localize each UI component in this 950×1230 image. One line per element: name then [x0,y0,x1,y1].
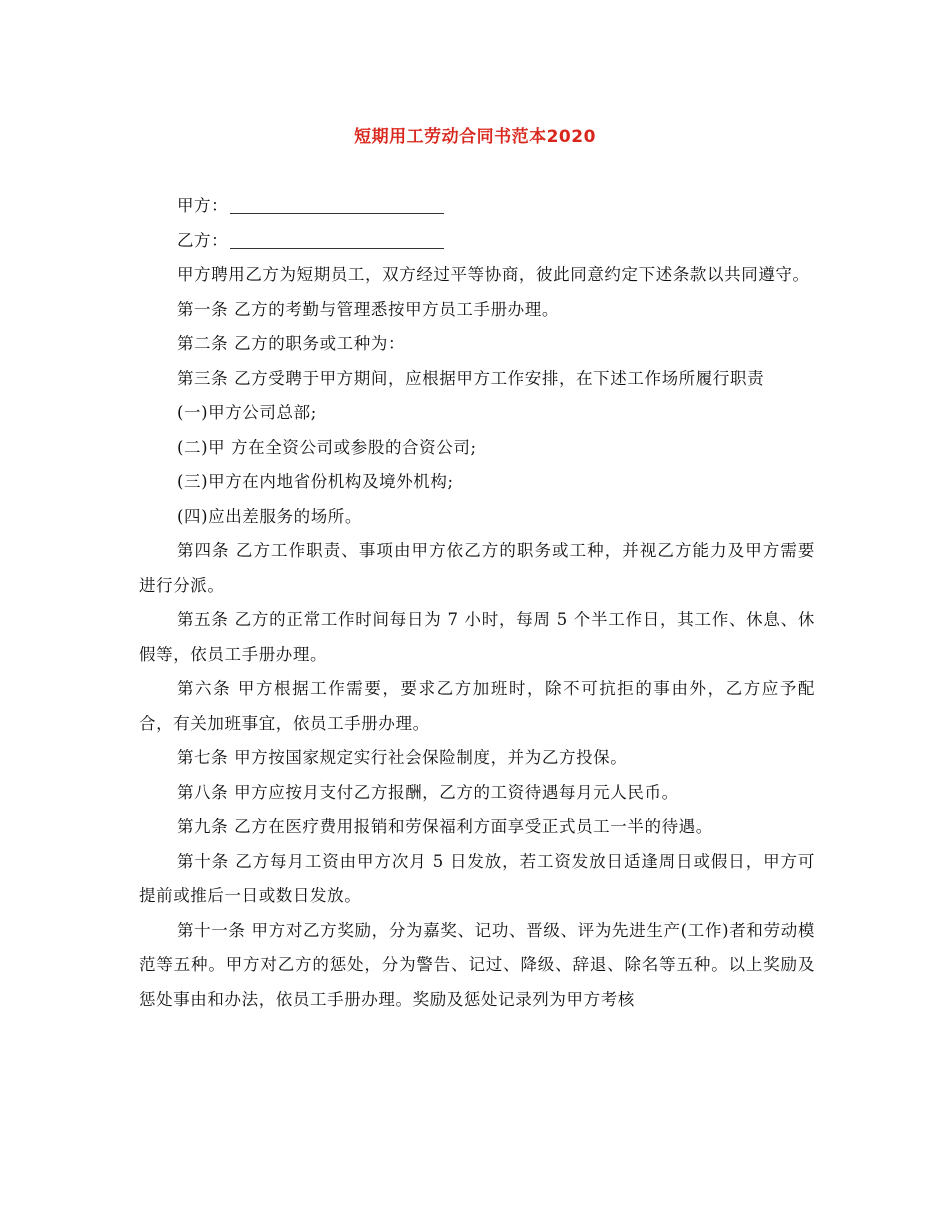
party-a-label: 甲方： [176,196,229,215]
paragraph: 第十条 乙方每月工资由甲方次月 5 日发放，若工资发放日适逢周日或假日，甲方可提前或推后一日或数日发放。 [139,851,815,905]
paragraph: 第六条 甲方根据工作需要，要求乙方加班时，除不可抗拒的事由外，乙方应予配合，有关加班事宜，依员工手册办理。 [139,679,815,733]
paragraph: 甲方聘用乙方为短期员工，双方经过平等协商，彼此同意约定下述条款以共同遵守。 [176,265,810,284]
party-b-line [139,224,815,259]
document-title: 短期用工劳动合同书范本2020 [354,127,596,147]
party-b-blank [230,228,444,249]
paragraph: (三)甲方在内地省份机构及境外机构; [176,472,454,491]
party-b-label: 乙方： [176,230,229,250]
paragraph: (四)应出差服务的场所。 [176,506,363,526]
document-body [139,189,815,1017]
paragraph: (一)甲方公司总部; [176,403,317,422]
paragraph: 第八条 甲方应按月支付乙方报酬，乙方的工资待遇每月元人民币。 [176,782,679,802]
paragraph: 第五条 乙方的正常工作时间每日为 7 小时，每周 5 个半工作日，其工作、休息、休假等，依员工手册办理。 [139,610,815,664]
paragraph: 第九条 乙方在医疗费用报销和劳保福利方面享受正式员工一半的待遇。 [176,817,713,836]
paragraph: 第四条 乙方工作职责、事项由甲方依乙方的职务或工种，并视乙方能力及甲方需要进行分派。 [139,541,815,595]
paragraph: 第一条 乙方的考勤与管理悉按甲方员工手册办理。 [176,299,559,319]
paragraph: 第七条 甲方按国家规定实行社会保险制度，并为乙方投保。 [176,748,628,767]
party-a-blank [230,193,444,214]
paragraph: 第三条 乙方受聘于甲方期间，应根据甲方工作安排，在下述工作场所履行职责 [176,368,765,388]
paragraph: (二)甲 方在全资公司或参股的合资公司; [176,437,477,457]
party-a-line [139,189,815,224]
paragraph: 第二条 乙方的职务或工种为： [176,334,406,353]
paragraph: 第十一条 甲方对乙方奖励，分为嘉奖、记功、晋级、评为先进生产(工作)者和劳动模范等五种。甲方对乙方的惩处，分为警告、记过、降级、辞退、除名等五种。以上奖励及惩处事由和办法，依员工手册办理。奖励及惩处记录列为甲方考核 [139,920,815,1009]
